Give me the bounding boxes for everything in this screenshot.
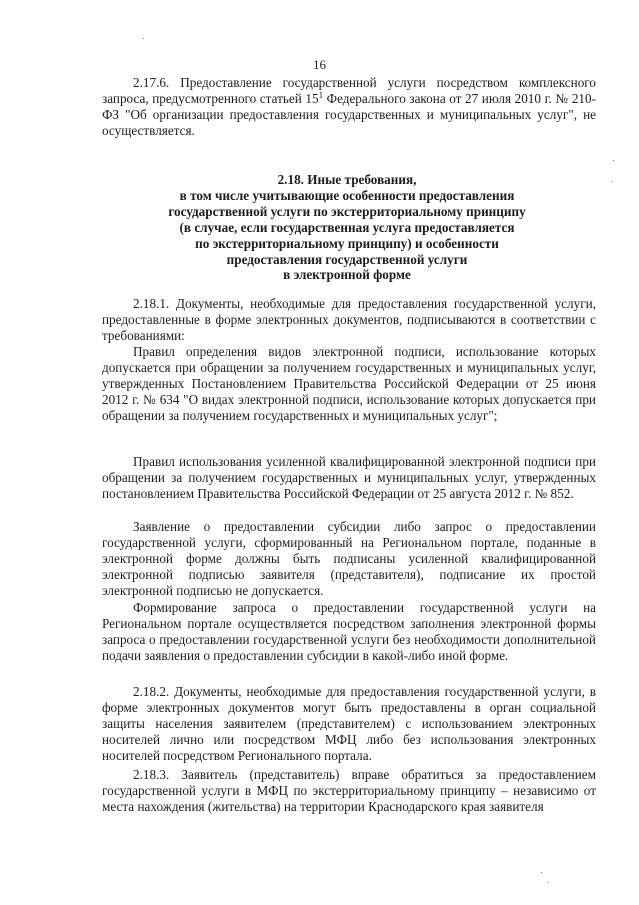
paragraph-2-18-1: 2.18.1. Документы, необходимые для предоставления государственной услуги, предоставленные в форме электронных документов, подписываются в соответствии с требованиями: [102,296,596,343]
scan-speck [143,38,144,39]
page-number: 16 [313,57,326,72]
scan-speck [613,160,614,161]
heading-line: государственной услуги по экстерриториальному принципу [168,203,526,219]
heading-line: предоставления государственной услуги [226,251,468,267]
section-heading-2-18 [100,172,594,283]
paragraph-2-17-6-text: 2.17.6. Предоставление государственной услуги посредством комплексного запроса, предусмотренного статьей 15 [102,75,596,106]
heading-line: по экстерриториальному принципу) и особенности [195,235,499,251]
heading-line: (в случае, если государственная услуга предоставляется [179,219,515,235]
heading-line: в том числе учитывающие особенности предоставления [179,187,515,203]
paragraph-2-17-6-text-cont: Федерального закона от 27 июля 2010 г. № 210-ФЗ "Об организации предоставления государственных и муниципальных услуг", не осуществляется. [102,90,596,138]
heading-line: 2.18. Иные требования, [277,172,417,187]
paragraph-rules-signature-types: Правил определения видов электронной подписи, использование которых допускается при обращении за получением государственных и муниципальных услуг, утвержденных Постановлением Правительства Российской Федерации от 25 июня 2012 г. № 634 "О видах электронной подписи, использование которых допускается при обращении за получением государственных и муниципальных услуг"; [102,344,596,423]
paragraph-request-forming: Формирование запроса о предоставлении государственной услуги на Региональном портале осуществляется посредством заполнения электронной формы запроса о предоставлении государственной услуги без необходимости дополнительной подачи заявления о предоставлении субсидии в какой-либо иной форме. [102,600,596,663]
heading-line: в электронной форме [283,267,411,283]
paragraph-2-17-6 [102,75,596,139]
paragraph-application-signing: Заявление о предоставлении субсидии либо запрос о предоставлении государственной услуги, сформированный на Региональном портале, поданные в электронной форме должны быть подписаны усиленной квалифицированной электронной подписью заявителя (представителя), подписание их простой электронной подписью не допускается. [102,519,596,598]
article-superscript: 1 [318,89,324,100]
paragraph-2-18-2: 2.18.2. Документы, необходимые для предоставления государственной услуги, в форме электронных документов могут быть предоставлены в орган социальной защиты населения заявителем (представителем) с использованием электронных носителей лично или посредством МФЦ либо без использования электронных носителей посредством Регионального портала. [102,684,596,763]
scan-speck [612,181,613,182]
scan-speck [548,882,549,883]
paragraph-2-18-3: 2.18.3. Заявитель (представитель) вправе обратиться за предоставлением государственной услуги в МФЦ по экстерриториальному принципу – независимо от места нахождения (жительства) на территории Краснодарского края заявителя [102,767,596,814]
scan-speck [541,872,542,873]
paragraph-rules-qualified-signature: Правил использования усиленной квалифицированной электронной подписи при обращении за получением государственных и муниципальных услуг, утвержденных постановлением Правительства Российской Федерации от 25 августа 2012 г. № 852. [102,454,596,501]
